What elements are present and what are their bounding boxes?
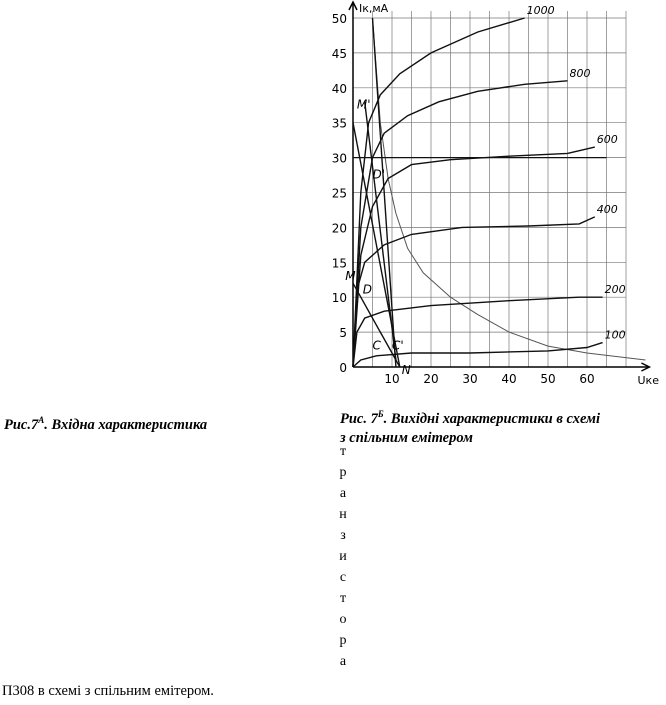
y-tick-label: 25 [331,186,347,201]
caption-figure-7a [4,415,207,434]
x-tick-label: 50 [540,372,556,386]
y-tick-label: 20 [331,221,347,236]
x-tick-label: 10 [384,372,400,386]
curve-ib-100 [353,343,603,367]
caption-figure-7b [340,409,600,428]
vertical-letter: о [339,612,347,627]
curve-label: 200 [604,283,626,297]
y-axis-label: Iк,мА [359,2,389,15]
curve-label: 600 [596,133,618,147]
curve-label: 100 [604,328,626,342]
vertical-letter: а [339,486,347,501]
point-label: C [372,338,381,353]
caption-text: . Вхідна характеристика [44,416,208,433]
vertical-text-column [336,441,350,672]
vertical-letter: и [339,549,347,564]
curve-ib-600 [353,147,595,367]
point-label: D [362,282,372,297]
curve-label: 800 [569,66,591,80]
point-label: C' [392,338,404,353]
vertical-letter: з [340,528,346,543]
point-label: N [401,362,411,377]
caption-sup: Б [377,409,384,419]
vertical-letter: т [339,444,347,459]
vertical-letter: т [339,591,347,606]
curve-label: 400 [596,202,618,216]
y-tick-label: 40 [331,81,347,96]
curve-ib-800 [353,81,568,367]
y-tick-label: 15 [331,256,347,271]
y-tick-label: 50 [331,12,347,26]
y-tick-label: 5 [339,326,347,341]
caption-figure-7b-line2: з спільним емітером [340,430,473,446]
body-text: П308 в схемі з спільним емітером. [2,683,214,699]
caption-prefix: Рис. 7 [340,410,378,427]
point-label: M [345,268,356,283]
x-tick-label: 60 [579,372,595,386]
vertical-letter: р [339,465,347,480]
vertical-letter: р [339,633,347,648]
caption-prefix: Рис.7 [4,416,39,433]
y-tick-label: 0 [339,361,347,375]
x-tick-label: 30 [462,372,478,386]
point-label: M' [356,97,371,112]
vertical-letter: с [339,570,347,585]
curve-label: 1000 [526,4,555,17]
x-tick-label: 20 [423,372,439,386]
y-tick-label: 35 [331,116,347,131]
x-tick-label: 40 [501,372,517,386]
x-axis-label: Uке [637,374,659,387]
output-characteristics-chart [325,0,666,390]
caption-text: . Вихідні характеристики в схемі [383,410,600,427]
point-label: D' [372,167,386,182]
caption-sup: А [38,415,45,425]
y-tick-label: 30 [331,151,347,166]
vertical-letter: а [339,654,347,669]
vertical-letter: н [339,507,347,522]
y-tick-label: 10 [331,291,347,306]
curve-ib-400 [353,217,595,367]
y-tick-label: 45 [331,46,347,61]
